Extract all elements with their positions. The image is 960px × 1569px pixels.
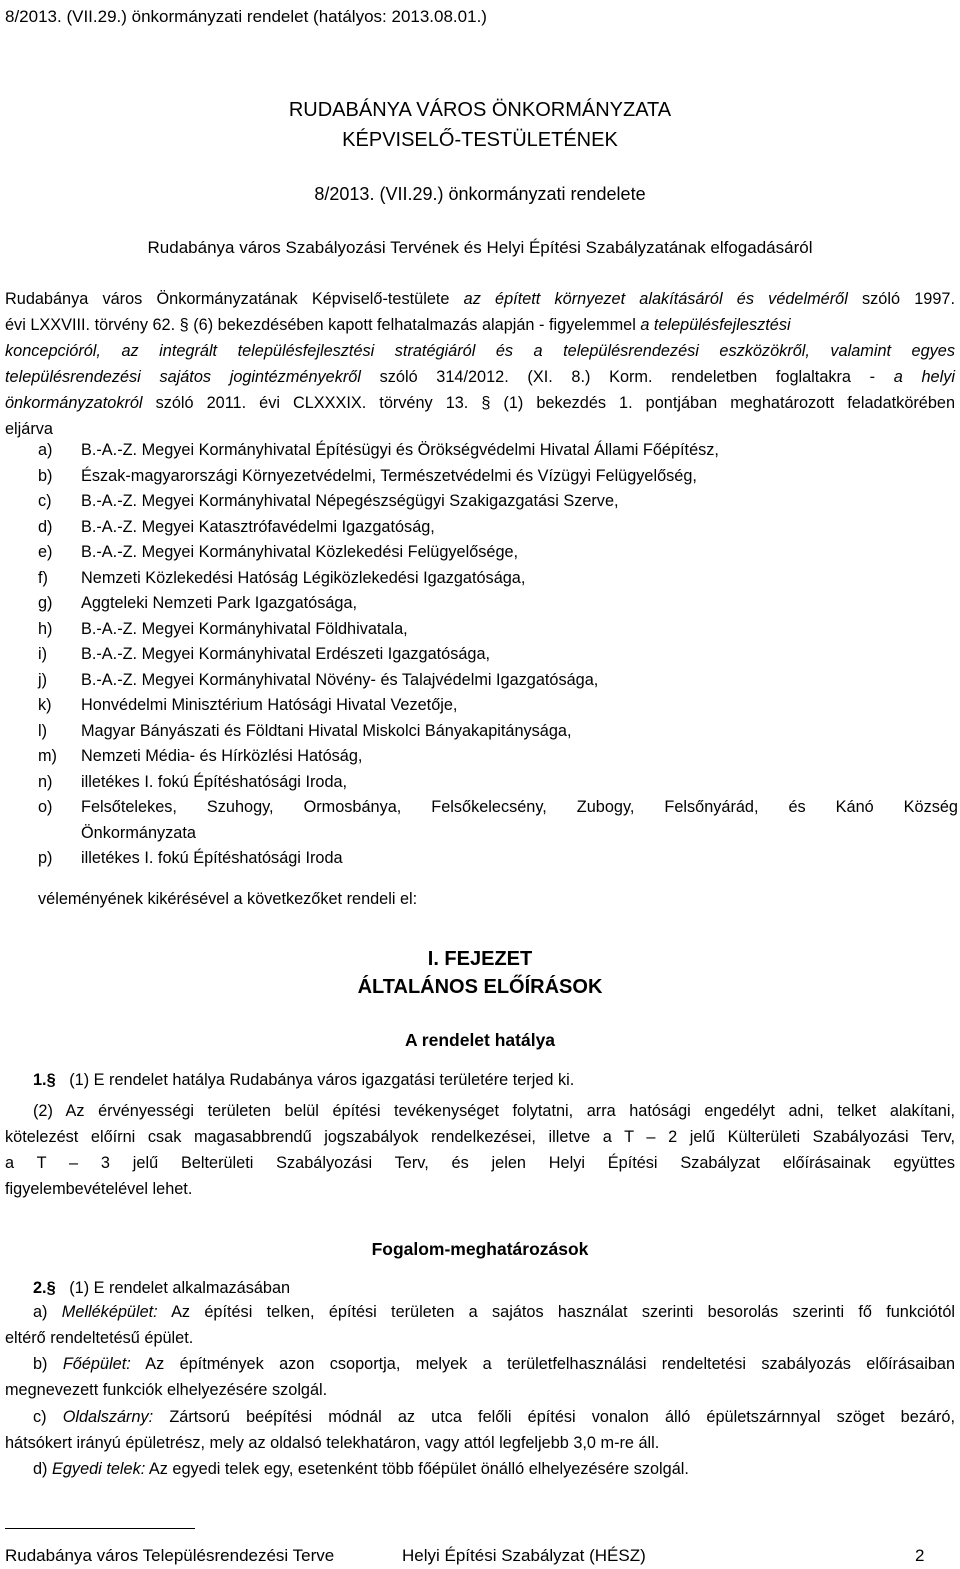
preamble-line-5: településrendezési sajátos jogintézményekről szóló 314/2012. (XI. 8.) Korm. rendeletben foglaltakra - a helyi — [5, 368, 955, 386]
list-item: b) Észak-magyarországi Környezetvédelmi, Természetvédelmi és Vízügyi Felügyelőség, — [38, 466, 697, 485]
issuer-title: RUDABÁNYA VÁROS ÖNKORMÁNYZATA — [288, 99, 672, 121]
preamble-line-7: eljárva — [5, 420, 53, 438]
running-header: 8/2013. (VII.29.) önkormányzati rendelet (hatályos: 2013.08.01.) — [5, 7, 487, 26]
section-2-heading: Fogalom-meghatározások — [371, 1239, 589, 1259]
preamble-line-6: önkormányzatokról szóló 2011. évi CLXXXIX. törvény 13. § (1) bekezdés 1. pontjában meghatározott feladatkörében — [5, 394, 956, 412]
section-1-heading: A rendelet hatálya — [404, 1030, 556, 1050]
definition-item: c) Oldalszárny: Zártsorú beépítési módnál az utca felőli építési vonalon álló épületszárnnyal szöget bezáró, hátsókert irányú épületrész, mely az oldalsó telekhatáron, vagy attól legfeljebb 3,0 m-re áll. — [5, 1408, 955, 1452]
list-item: a) B.-A.-Z. Megyei Kormányhivatal Építésügyi és Örökségvédelmi Hivatal Állami Főépítész, — [38, 441, 719, 459]
chapter-title: ÁLTALÁNOS ELŐÍRÁSOK — [357, 976, 603, 998]
list-item: g) Aggteleki Nemzeti Park Igazgatósága, — [38, 594, 358, 612]
decree-number: 8/2013. (VII.29.) önkormányzati rendelete — [314, 184, 646, 204]
list-item: m) Nemzeti Média- és Hírközlési Hatóság, — [38, 747, 363, 765]
definition-item: d) Egyedi telek: Az egyedi telek egy, esetenként több főépület önálló elhelyezésére szolgál. — [33, 1460, 689, 1478]
footer-document-name: Helyi Építési Szabályzat (HÉSZ) — [402, 1546, 646, 1565]
authority-list — [38, 438, 958, 872]
list-item: p) illetékes I. fokú Építéshatósági Iroda — [38, 849, 343, 867]
footer-plan-name: Rudabánya város Településrendezési Terve — [5, 1546, 335, 1565]
list-item: h) B.-A.-Z. Megyei Kormányhivatal Földhivatala, — [38, 619, 408, 638]
list-item: c) B.-A.-Z. Megyei Kormányhivatal Népegészségügyi Szakigazgatási Szerve, — [38, 492, 619, 510]
definition-item: a) Melléképület: Az építési telken, építési területen a sajátos használat szerinti besorolás szerinti fő funkciótól eltérő rendeltetésű épület. — [5, 1303, 956, 1347]
chapter-number: I. FEJEZET — [427, 948, 533, 970]
list-item: j) B.-A.-Z. Megyei Kormányhivatal Növény- és Talajvédelmi Igazgatósága, — [38, 670, 599, 689]
preamble — [5, 286, 955, 442]
list-item: o) Felsőtelekes, Szuhogy, Ormosbánya, Felsőkelecsény, Zubogy, Felsőnyárád, és Kánó Község Önkormányzata — [38, 798, 958, 842]
list-item: k) Honvédelmi Minisztérium Hatósági Hivatal Vezetője, — [38, 696, 458, 714]
footer-divider — [5, 1528, 195, 1529]
section-2-paragraph-1: 2.§ (1) E rendelet alkalmazásában — [33, 1279, 291, 1297]
definition-item: b) Főépület: Az építmények azon csoportja, melyek a területfelhasználási rendeltetési szabályozás előírásaiban megnevezett funkciók elhelyezésére szolgál. — [5, 1355, 955, 1399]
issuer-subtitle: KÉPVISELŐ-TESTÜLETÉNEK — [342, 129, 618, 151]
enacting-clause: véleményének kikérésével a következőket rendeli el: — [38, 890, 418, 908]
page-footer — [5, 1543, 925, 1569]
list-item: e) B.-A.-Z. Megyei Kormányhivatal Közlekedési Felügyelősége, — [38, 543, 519, 561]
preamble-line-1: Rudabánya város Önkormányzatának Képviselő-testülete az épített környezet alakításáról és védelméről szóló 1997. — [5, 290, 955, 308]
list-item: f) Nemzeti Közlekedési Hatóság Légiközlekedési Igazgatósága, — [38, 568, 526, 587]
preamble-line-2: évi LXXVIII. törvény 62. § (6) bekezdésében kapott felhatalmazás alapján - figyelemmel a településfejlesztési — [5, 316, 791, 334]
decree-subject: Rudabánya város Szabályozási Tervének és Helyi Építési Szabályzatának elfogadásáról — [147, 238, 813, 257]
list-item: i) B.-A.-Z. Megyei Kormányhivatal Erdészeti Igazgatósága, — [38, 645, 491, 663]
list-item: n) illetékes I. fokú Építéshatósági Iroda, — [38, 772, 348, 791]
section-1-paragraph-2: (2) Az érvényességi területen belül építési tevékenységet folytatni, arra hatósági engedélyt adni, telket alakítani, kötelezést előírni csak magasabbrendű jogszabályok rendelkezései, illetve a T – 2 jelű Külterületi Szabályozási Terv, a T – 3 jelű Belterületi Szabályozási Terv, és jelen Helyi Építési Szabályzat előírásainak együttes figyelembevételével lehet. — [5, 1102, 955, 1198]
list-item: l) Magyar Bányászati és Földtani Hivatal Miskolci Bányakapitánysága, — [38, 721, 572, 740]
page-number: 2 — [915, 1546, 925, 1565]
section-1-paragraph-1: 1.§ (1) E rendelet hatálya Rudabánya város igazgatási területére terjed ki. — [33, 1071, 575, 1089]
preamble-line-4: koncepcióról, az integrált településfejlesztési stratégiáról és a településrendezési eszközökről, valamint egyes — [5, 342, 955, 360]
list-item: d) B.-A.-Z. Megyei Katasztrófavédelmi Igazgatóság, — [38, 517, 435, 536]
